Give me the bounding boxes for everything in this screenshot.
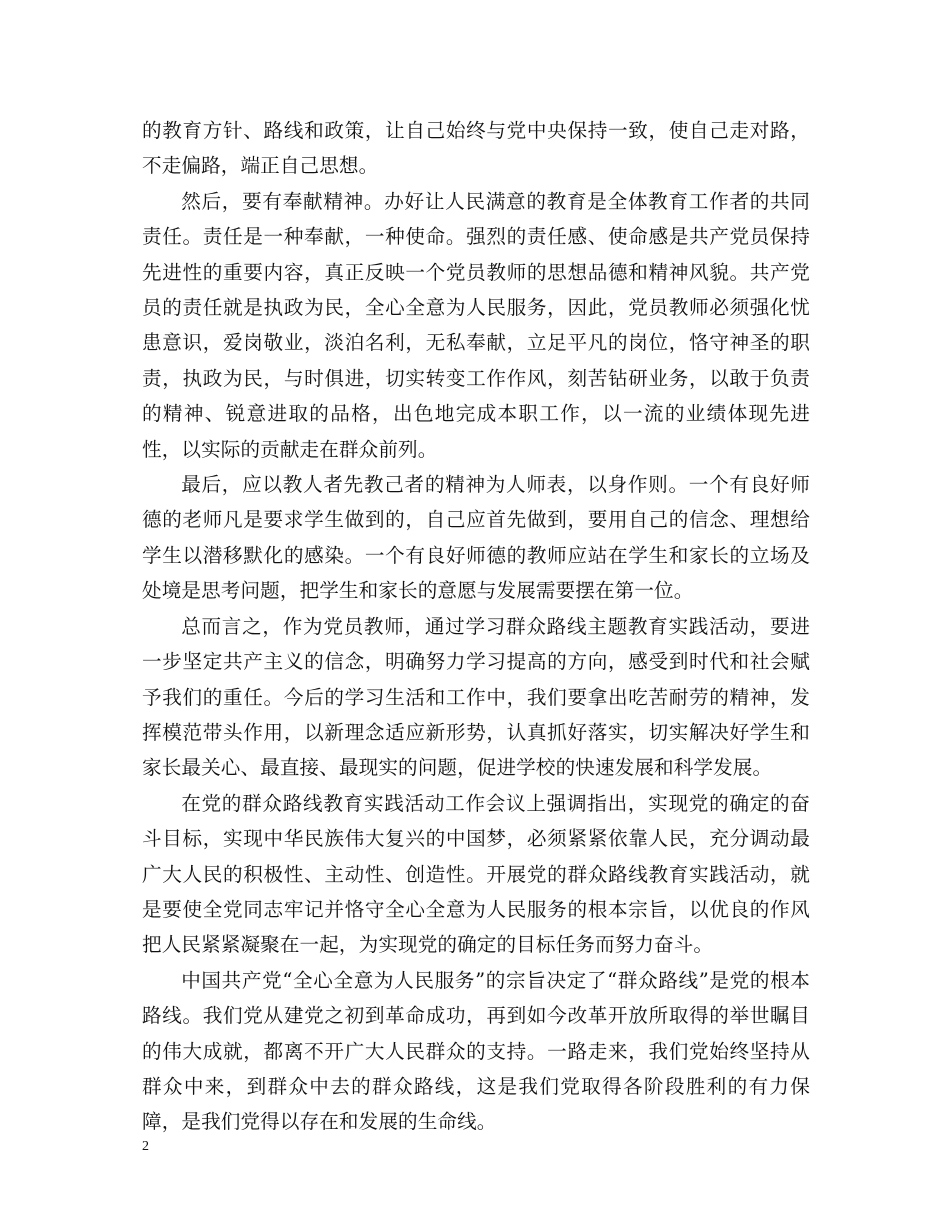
paragraph-4: 总而言之，作为党员教师，通过学习群众路线主题教育实践活动，要进一步坚定共产主义的信念，明确努力学习提高的方向，感受到时代和社会赋予我们的重任。今后的学习生活和工作中，我们要拿出吃苦耐劳的精神，发挥模范带头作用，以新理念适应新形势，认真抓好落实，切实解决好学生和家长最关心、最直接、最现实的问题，促进学校的快速发展和科学发展。 (142, 614, 810, 780)
page-number: 2 (142, 1139, 149, 1154)
paragraph-6: 中国共产党“全心全意为人民服务”的宗旨决定了“群众路线”是党的根本路线。我们党从建党之初到革命成功，再到如今改革开放所取得的举世瞩目的伟大成就，都离不开广大人民群众的支持。一路走来，我们党始终坚持从群众中来，到群众中去的群众路线，这是我们党取得各阶段胜利的有力保障，是我们党得以存在和发展的生命线。 (142, 968, 810, 1134)
paragraph-2: 然后，要有奉献精神。办好让人民满意的教育是全体教育工作者的共同责任。责任是一种奉献，一种使命。强烈的责任感、使命感是共产党员保持先进性的重要内容，真正反映一个党员教师的思想品德和精神风貌。共产党员的责任就是执政为民，全心全意为人民服务，因此，党员教师必须强化忧患意识，爱岗敬业，淡泊名利，无私奉献，立足平凡的岗位，恪守神圣的职责，执政为民，与时俱进，切实转变工作作风，刻苦钻研业务，以敢于负责的精神、锐意进取的品格，出色地完成本职工作，以一流的业绩体现先进性，以实际的贡献走在群众前列。 (142, 189, 810, 461)
document-body (142, 113, 810, 1140)
paragraph-5: 在党的群众路线教育实践活动工作会议上强调指出，实现党的确定的奋斗目标，实现中华民族伟大复兴的中国梦，必须紧紧依靠人民，充分调动最广大人民的积极性、主动性、创造性。开展党的群众路线教育实践活动，就是要使全党同志牢记并恪守全心全意为人民服务的根本宗旨，以优良的作风把人民紧紧凝聚在一起，为实现党的确定的目标任务而努力奋斗。 (142, 791, 810, 957)
paragraph-3: 最后，应以教人者先教己者的精神为人师表，以身作则。一个有良好师德的老师凡是要求学生做到的，自己应首先做到，要用自己的信念、理想给学生以潜移默化的感染。一个有良好师德的教师应站在学生和家长的立场及处境是思考问题，把学生和家长的意愿与发展需要摆在第一位。 (142, 473, 810, 603)
paragraph-1: 的教育方针、路线和政策，让自己始终与党中央保持一致，使自己走对路，不走偏路，端正自己思想。 (142, 119, 810, 178)
